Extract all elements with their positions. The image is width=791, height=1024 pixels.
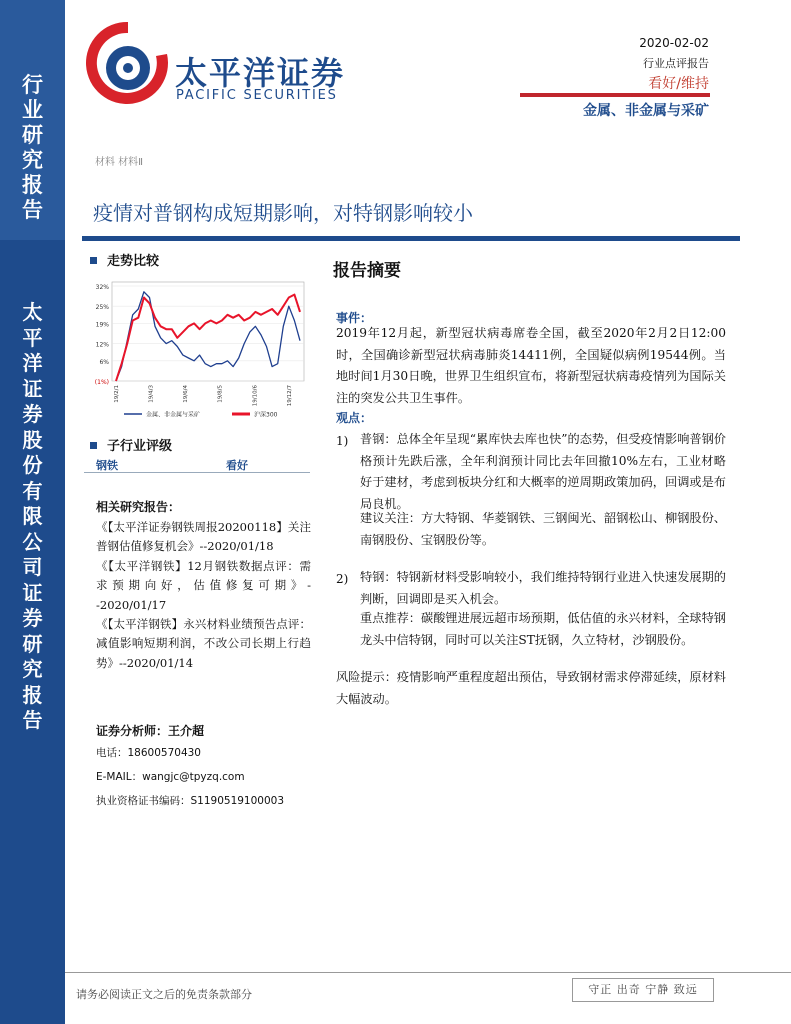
sidebar-main-char: 告 <box>22 708 43 732</box>
trend-heading <box>90 250 159 269</box>
sidebar-top-char: 业 <box>22 97 43 122</box>
chart-frame <box>112 282 304 381</box>
bullet-icon <box>90 257 97 264</box>
bullet-icon <box>90 442 97 449</box>
sub-industry: 钢铁 <box>96 459 118 472</box>
sidebar-main-char: 洋 <box>22 351 43 375</box>
related-heading: 相关研究报告： <box>96 500 181 514</box>
sidebar-top-char: 行 <box>22 72 43 97</box>
report-type: 行业点评报告 <box>643 57 709 70</box>
x-tick-label: 19/2/1 <box>114 385 120 403</box>
sub-rating-heading <box>90 435 172 454</box>
sidebar-main-char: 报 <box>22 682 43 707</box>
related-reports <box>96 518 311 673</box>
y-tick-label: 19% <box>95 321 109 329</box>
sidebar-company-name <box>0 300 65 734</box>
x-tick-label: 19/8/5 <box>217 385 224 403</box>
sidebar-main-char: 限 <box>22 504 43 528</box>
point-2-recommend: 重点推荐：碳酸锂进展远超市场预期，低估值的永兴材料，全球特钢龙头中信特钢，同时可以关注ST抚钢，久立特材，沙钢股份。 <box>360 611 726 647</box>
brand-name-cn: 太平洋证券 <box>175 54 346 92</box>
x-tick-label: 19/12/7 <box>286 385 293 407</box>
sidebar-main-char: 份 <box>22 453 43 477</box>
views-label: 观点： <box>336 411 373 425</box>
report-date: 2020-02-02 <box>639 36 709 50</box>
related-report-item: 《【太平洋钢铁】12月钢铁数据点评：需求预期向好，估值修复可期》--2020/01/17 <box>96 558 311 612</box>
sidebar-main-char: 究 <box>22 657 43 681</box>
brand-name-en: PACIFIC SECURITIES <box>176 88 338 103</box>
point-1-number: 1) <box>336 434 349 448</box>
rating-underline <box>520 93 710 97</box>
sub-rating-row <box>96 457 308 473</box>
x-tick-label: 19/6/4 <box>183 385 190 403</box>
sidebar-main-char: 平 <box>22 325 43 350</box>
footer-disclaimer: 请务必阅读正文之后的免责条款部分 <box>76 988 252 1001</box>
analyst-license: 执业资格证书编码：S1190519100003 <box>96 795 285 807</box>
sidebar-main-char: 券 <box>22 606 43 630</box>
y-tick-label: (1%) <box>94 379 109 386</box>
sidebar-main-char: 公 <box>22 529 43 554</box>
rating: 看好/维持 <box>648 76 709 92</box>
point-1-text: 普钢：总体全年呈现“累库快去库也快”的态势，但受疫情影响普钢价格预计先跌后涨，全年利润预计同比去年回撤10%左右，工业材略好于建材，考虑到板块分红和大概率的逆周期政策加码，回调或是布局良机。 <box>360 432 726 511</box>
sector: 金属、非金属与采矿 <box>583 103 709 119</box>
footer-motto: 守正 出奇 宁静 致远 <box>572 978 714 1002</box>
sidebar-main-char: 股 <box>22 427 43 452</box>
legend-label: 金属、非金属与采矿 <box>146 411 201 419</box>
analyst-phone: 电话：18600570430 <box>96 747 201 759</box>
sidebar-main-char: 券 <box>22 402 43 426</box>
legend-label: 沪深300 <box>254 411 278 419</box>
x-tick-label: 19/4/3 <box>148 385 155 403</box>
pacific-logo <box>80 18 170 108</box>
analyst-email: E-MAIL：wangjc@tpyzq.com <box>96 771 245 783</box>
y-tick-label: 32% <box>95 284 109 291</box>
sidebar-top-char: 究 <box>22 147 43 172</box>
breadcrumb: 材料 材料Ⅱ <box>95 157 144 168</box>
sub-rating-divider <box>84 472 310 473</box>
footer-divider <box>65 972 791 973</box>
y-tick-label: 25% <box>95 304 109 312</box>
event-text: 2019年12月起，新型冠状病毒席卷全国，截至2020年2月2日12:00时，全国确诊新型冠状病毒肺炎14411例，全国疑似病例19544例。当地时间1月30日晚，世界卫生组织宣布，将新型冠状病毒疫情列为国际关注的突发公共卫生事件。 <box>336 326 726 405</box>
related-report-item: 《【太平洋钢铁】永兴材料业绩预告点评：减值影响短期利润，不改公司长期上行趋势》--2020/01/14 <box>96 617 311 670</box>
trend-heading-text: 走势比较 <box>107 254 160 269</box>
analyst-name: 证券分析师：王介超 <box>96 724 205 738</box>
risk-warning: 风险提示：疫情影响严重程度超出预估，导致钢材需求停滞延续，原材料大幅波动。 <box>336 670 726 706</box>
point-2-number: 2) <box>336 572 349 586</box>
point-2-text: 特钢：特钢新材料受影响较小，我们维持特钢行业进入快速发展期的判断，回调即是买入机会。 <box>360 570 726 606</box>
sidebar-top-char: 报 <box>22 172 43 197</box>
page-title: 疫情对普钢构成短期影响，对特钢影响较小 <box>93 201 473 225</box>
y-tick-label: 6% <box>99 358 109 366</box>
sidebar-main-char: 研 <box>22 631 43 656</box>
title-divider <box>82 236 740 241</box>
event-label: 事件： <box>336 311 373 325</box>
sub-industry-rating: 看好 <box>226 459 248 472</box>
series-line-1 <box>116 295 300 381</box>
sidebar-main-char: 太 <box>22 300 43 324</box>
sidebar-top-char: 研 <box>22 122 43 147</box>
y-tick-label: 12% <box>95 341 109 349</box>
sidebar-main-char: 证 <box>22 580 43 605</box>
x-tick-label: 19/10/6 <box>252 385 259 407</box>
sidebar-top-char: 告 <box>22 197 43 222</box>
sidebar-main-char: 有 <box>22 478 43 503</box>
sidebar-report-type <box>0 72 65 222</box>
sub-rating-heading-text: 子行业评级 <box>107 439 173 454</box>
sidebar-main-char: 司 <box>22 555 43 579</box>
related-report-item: 《【太平洋证券钢铁周报20200118】关注普钢估值修复机会》--2020/01/18 <box>96 520 311 554</box>
point-1-recommend: 建议关注：方大特钢、华菱钢铁、三钢闽光、韶钢松山、柳钢股份、南钢股份、宝钢股份等。 <box>360 511 726 547</box>
summary-heading: 报告摘要 <box>333 261 401 281</box>
trend-chart <box>84 276 310 426</box>
sidebar-main-char: 证 <box>22 376 43 401</box>
series-line-0 <box>116 292 300 381</box>
